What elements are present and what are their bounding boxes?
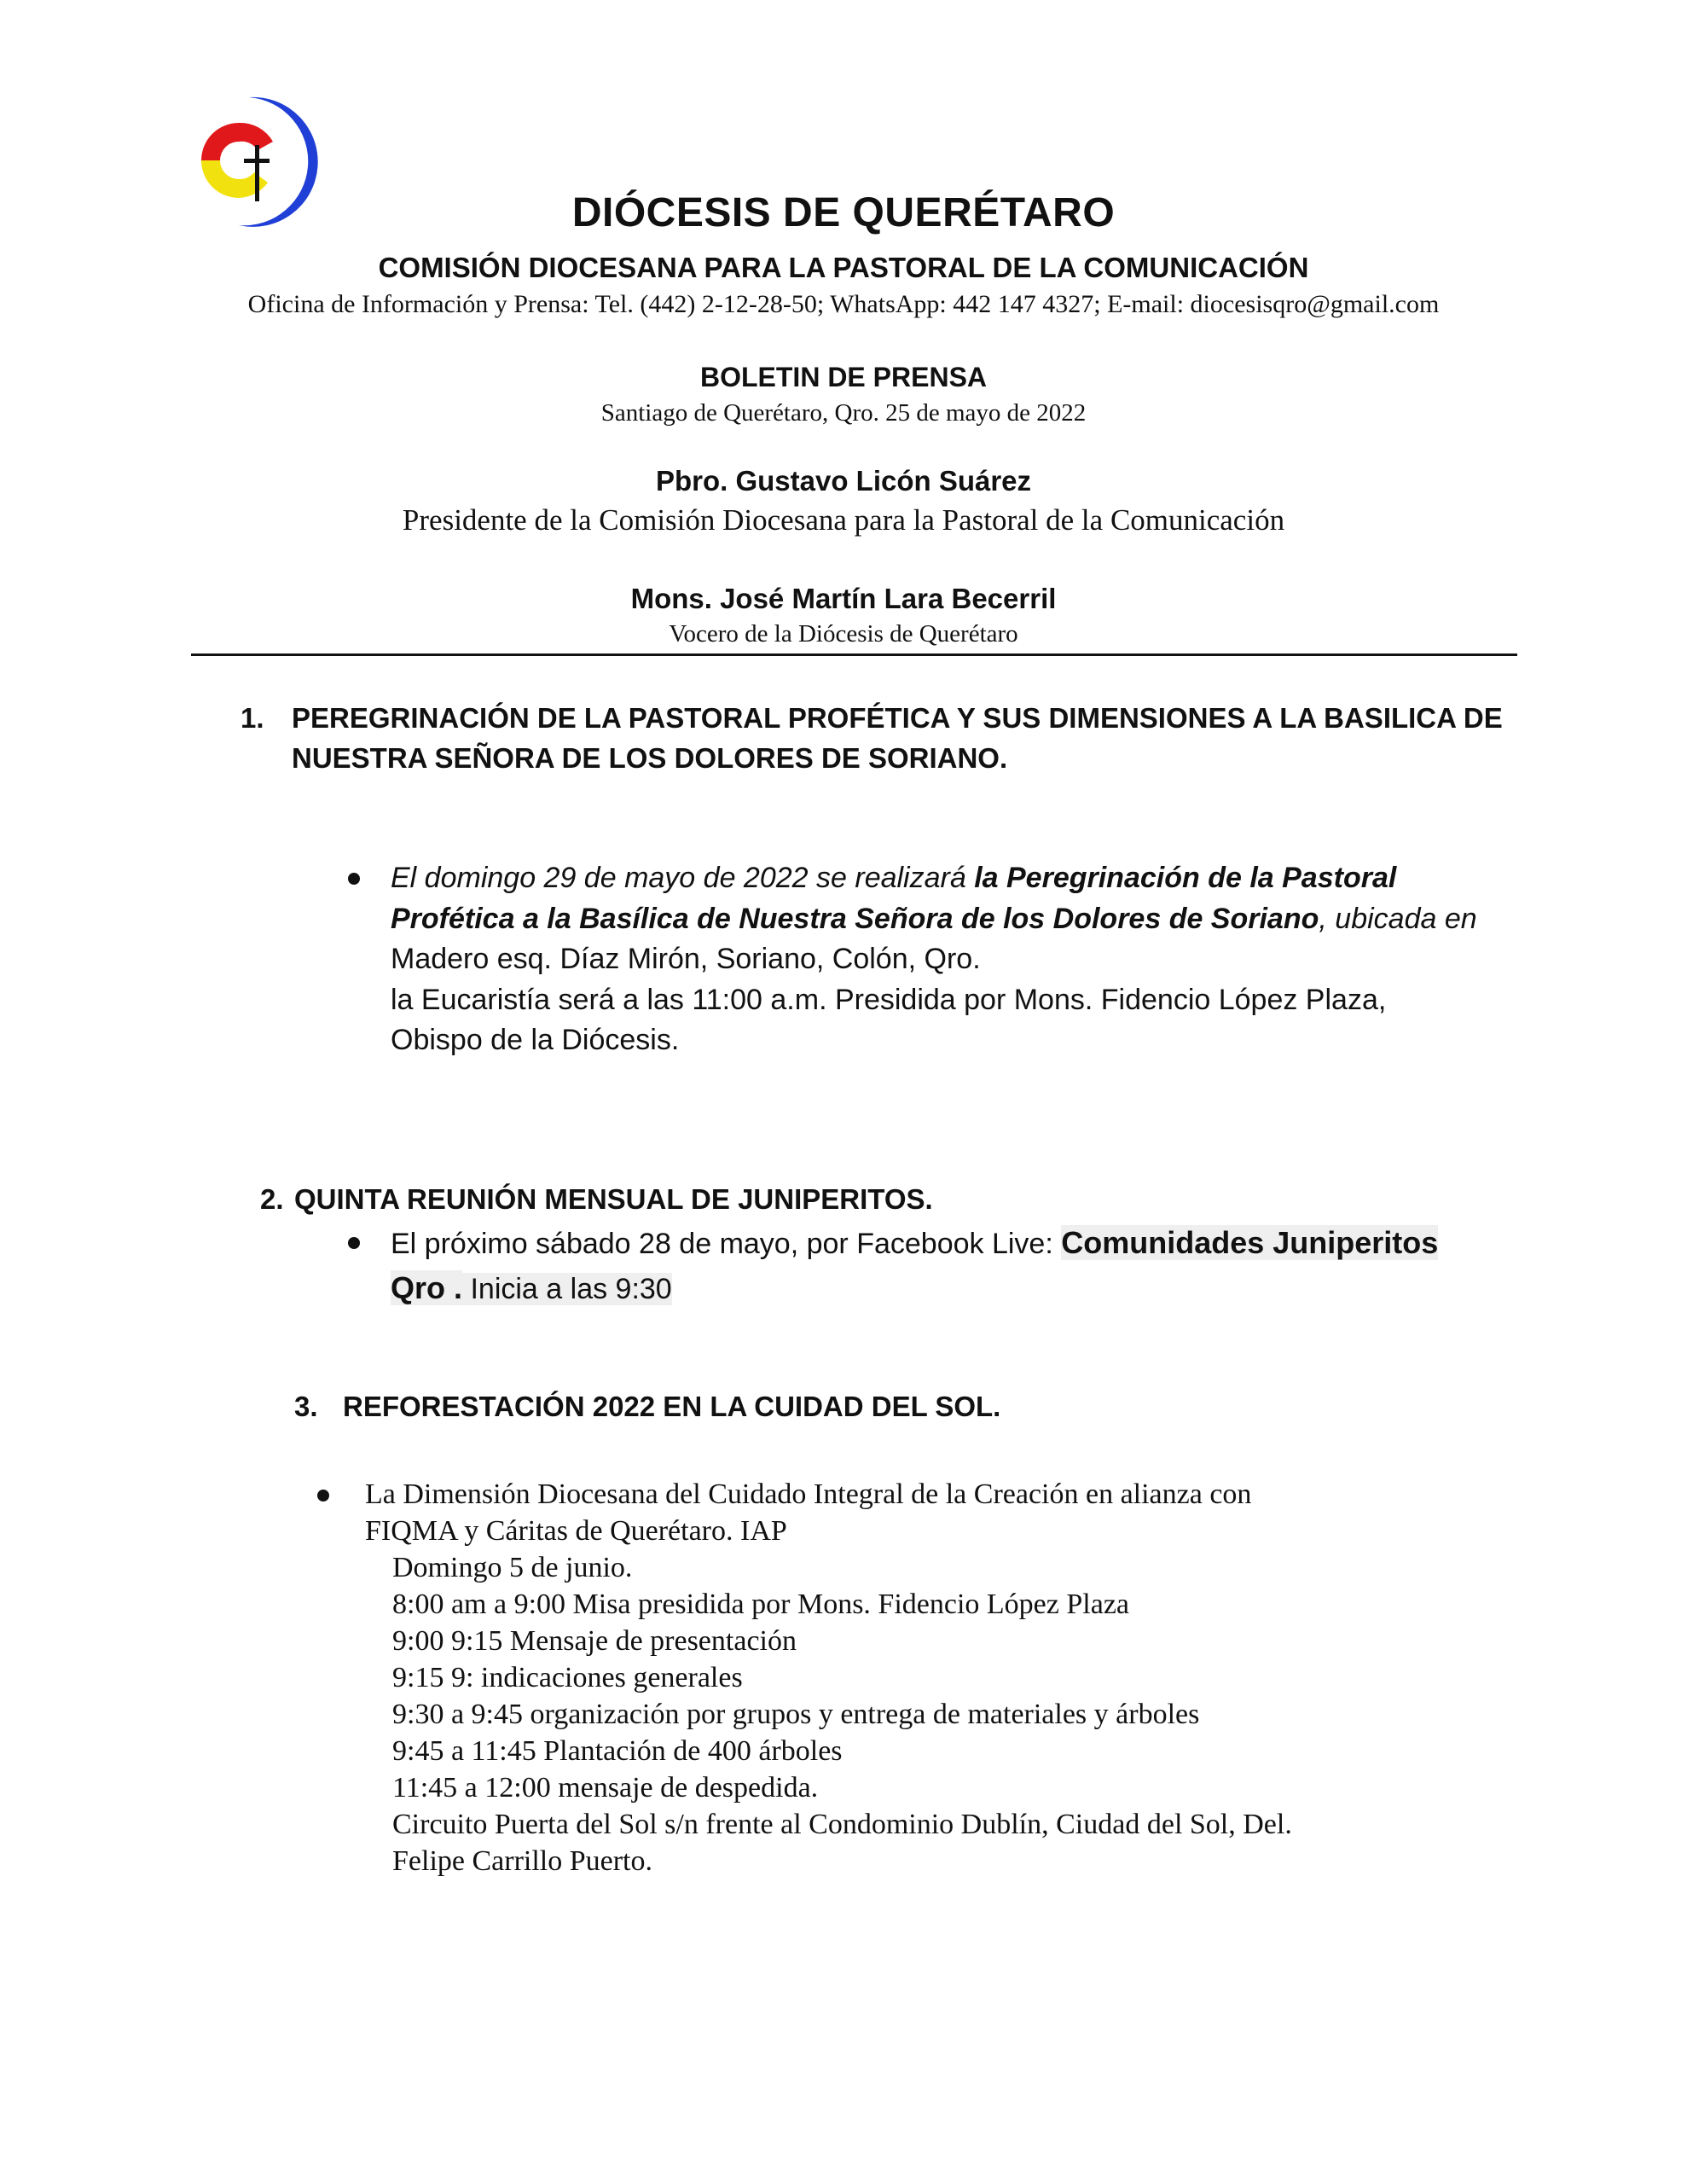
bulletin-label: BOLETIN DE PRENSA [699, 362, 988, 392]
schedule-item: Domingo 5 de junio. [392, 1552, 633, 1583]
section-1-bullet-text [391, 858, 1499, 1061]
section-1-address: Madero esq. Díaz Mirón, Soriano, Colón, Qro. [391, 943, 981, 975]
facebook-page-name-cont: Qro . [391, 1269, 463, 1305]
section-2-intro: El próximo sábado 28 de mayo, por Facebook Live: [391, 1228, 1062, 1260]
section-3-number: 3. [294, 1391, 318, 1422]
section-1-bishop: Obispo de la Diócesis. [391, 1024, 680, 1056]
schedule-item: 9:45 a 11:45 Plantación de 400 árboles [392, 1735, 843, 1767]
schedule-item: 11:45 a 12:00 mensaje de despedida. [392, 1772, 819, 1804]
section-1-title-line-2: NUESTRA SEÑORA DE LOS DOLORES DE SORIANO. [292, 742, 1008, 774]
facebook-page-name: Comunidades Juniperitos [1061, 1225, 1439, 1260]
president-name: Pbro. Gustavo Licón Suárez [655, 465, 1032, 497]
section-2-title: QUINTA REUNIÓN MENSUAL DE JUNIPERITOS. [294, 1183, 933, 1215]
schedule-item: 9:15 9: indicaciones generales [392, 1662, 743, 1693]
office-contact-line: Oficina de Información y Prensa: Tel. (442) 2-12-28-50; WhatsApp: 442 147 4327; E-mail: diocesisqro@gmail.com [247, 290, 1440, 318]
section-2-start-time: Inicia a las 9:30 [462, 1272, 672, 1305]
section-2-bullet-text [391, 1223, 1499, 1310]
section-1-mass-info: la Eucaristía será a las 11:00 a.m. Presidida por Mons. Fidencio López Plaza, [391, 983, 1387, 1016]
section-1-event-a: la Peregrinación de la Pastoral [974, 862, 1397, 894]
place-date: Santiago de Querétaro, Qro. 25 de mayo de 2022 [600, 399, 1087, 427]
page-title: DIÓCESIS DE QUERÉTARO [571, 190, 1116, 235]
president-role: Presidente de la Comisión Diocesana para la Pastoral de la Comunicación [402, 503, 1285, 537]
section-1-intro: El domingo 29 de mayo de 2022 se realizará [391, 862, 975, 894]
section-1-location-lead: , ubicada en [1319, 902, 1477, 935]
schedule-location-line-1: Circuito Puerta del Sol s/n frente al Condominio Dublín, Ciudad del Sol, Del. [392, 1809, 1292, 1840]
bullet-dot [317, 1490, 329, 1502]
bullet-dot [348, 1237, 360, 1249]
section-1-number: 1. [241, 702, 264, 734]
spokesperson-name: Mons. José Martín Lara Becerril [630, 583, 1057, 614]
section-2-number: 2. [260, 1183, 284, 1215]
bullet-dot [348, 873, 360, 885]
section-1-event-b: Profética a la Basílica de Nuestra Señora de los Dolores de Soriano [391, 902, 1319, 935]
spokesperson-role: Vocero de la Diócesis de Querétaro [669, 620, 1018, 648]
schedule-item: 9:30 a 9:45 organización por grupos y entrega de materiales y árboles [392, 1699, 1200, 1730]
schedule-item: 9:00 9:15 Mensaje de presentación [392, 1625, 797, 1657]
section-3-intro-line-2: FIQMA y Cáritas de Querétaro. IAP [365, 1515, 787, 1547]
commission-subtitle: COMISIÓN DIOCESANA PARA LA PASTORAL DE LA COMUNICACIÓN [378, 252, 1309, 283]
schedule-item: 8:00 am a 9:00 Misa presidida por Mons. Fidencio López Plaza [392, 1589, 1129, 1620]
section-1-title-line-1: PEREGRINACIÓN DE LA PASTORAL PROFÉTICA Y SUS DIMENSIONES A LA BASILICA DE [292, 702, 1503, 734]
section-3-title: REFORESTACIÓN 2022 EN LA CUIDAD DEL SOL. [343, 1391, 1001, 1422]
section-1-title [292, 698, 1503, 778]
header-divider [191, 653, 1517, 656]
section-3-intro-line-1: La Dimensión Diocesana del Cuidado Integral de la Creación en alianza con [365, 1478, 1252, 1510]
schedule-location-line-2: Felipe Carrillo Puerto. [392, 1845, 653, 1877]
